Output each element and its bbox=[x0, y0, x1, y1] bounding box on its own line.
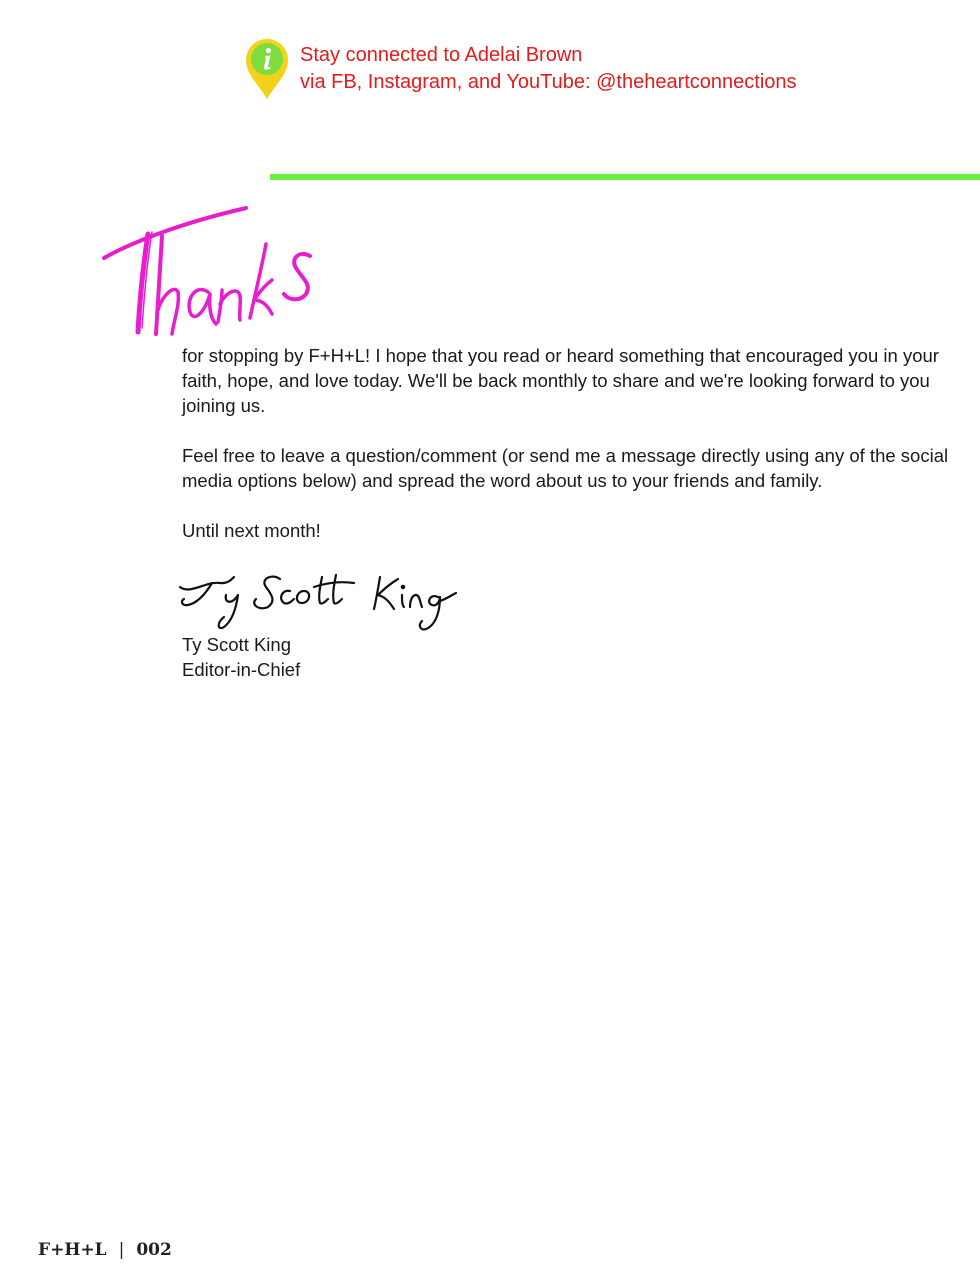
letter-paragraph-1: for stopping by F+H+L! I hope that you read or heard something that encouraged you in your faith, hope, and love today. We'll be back monthly to share and we're looking forward to you joining us. bbox=[182, 345, 939, 416]
signature-image bbox=[176, 565, 466, 637]
thanks-heading-lettering bbox=[96, 200, 326, 345]
info-pin-icon bbox=[244, 36, 290, 100]
letter-body bbox=[182, 343, 962, 543]
footer-separator: | bbox=[118, 1240, 125, 1260]
page-number: 002 bbox=[136, 1240, 172, 1260]
info-line-2: via FB, Instagram, and YouTube: @theheartconnections bbox=[300, 71, 797, 93]
section-divider bbox=[270, 174, 980, 180]
letter-closing: Until next month! bbox=[182, 520, 321, 541]
signer-title: Editor-in-Chief bbox=[182, 659, 301, 680]
info-text bbox=[300, 42, 797, 96]
info-line-1: Stay connected to Adelai Brown bbox=[300, 44, 583, 66]
page-footer bbox=[38, 1240, 172, 1260]
info-callout bbox=[244, 36, 944, 100]
signer-name: Ty Scott King bbox=[182, 634, 291, 655]
footer-brand: F+H+L bbox=[38, 1240, 107, 1260]
letter-paragraph-2: Feel free to leave a question/comment (or send me a message directly using any of the social media options below) and spread the word about us to your friends and family. bbox=[182, 445, 949, 491]
